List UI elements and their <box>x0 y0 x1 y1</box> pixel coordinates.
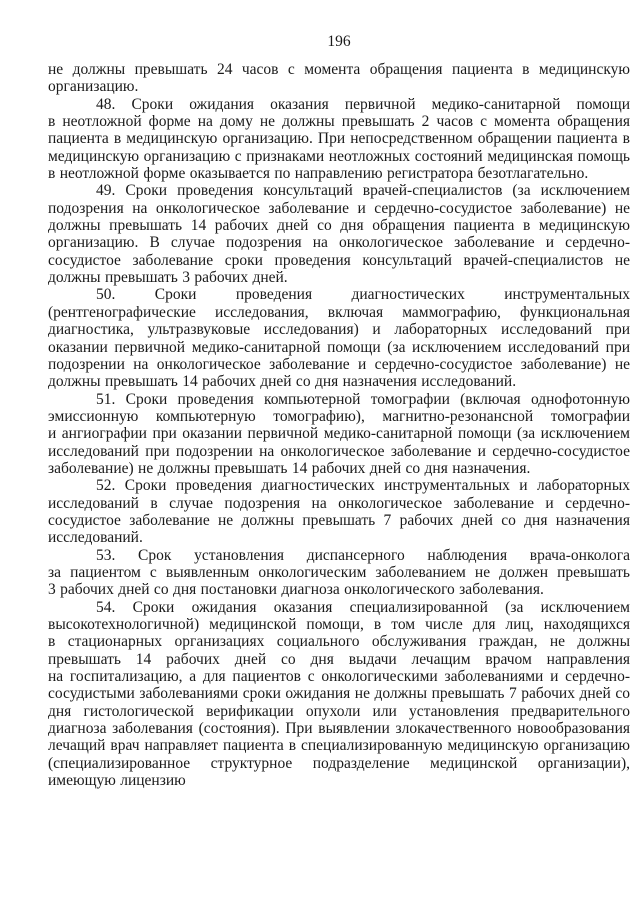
paragraph-item-53: 53. Срок установления диспансерного наблюдения врача-онколога за пациентом с выявленным онкологическим заболеванием не должен превышать 3 рабочих дней со дня постановки диагноза онкологического заболевания. <box>48 546 630 599</box>
document-text-block <box>48 61 630 789</box>
paragraph-item-54: 54. Сроки ожидания оказания специализированной (за исключением высокотехнологичной) медицинской помощи, в том числе для лиц, находящихся в стационарных организациях социального обслуживания граждан, не должны превышать 14 рабочих дней со дня выдачи лечащим врачом направления на госпитализацию, а для пациентов с онкологическими заболеваниями и сердечно-сосудистыми заболеваниями сроки ожидания не должны превышать 7 рабочих дней со дня гистологической верификации опухоли или установления предварительного диагноза заболевания (состояния). При выявлении злокачественного новообразования лечащий врач направляет пациента в специализированную медицинскую организацию (специализированное структурное подразделение медицинской организации), имеющую лицензию <box>48 598 630 790</box>
paragraph-item-52: 52. Сроки проведения диагностических инструментальных и лабораторных исследований в случае подозрения на онкологическое заболевание и сердечно-сосудистое заболевание не должны превышать 7 рабочих дней со дня назначения исследований. <box>48 477 630 547</box>
paragraph-item-48: 48. Сроки ожидания оказания первичной медико-санитарной помощи в неотложной форме на дому не должны превышать 2 часов с момента обращения пациента в медицинскую организацию. При непосредственном обращении пациента в медицинскую организацию с признаками неотложных состояний медицинская помощь в неотложной форме оказывается по направлению регистратора безотлагательно. <box>48 95 630 183</box>
paragraph-item-49: 49. Сроки проведения консультаций врачей-специалистов (за исключением подозрения на онкологическое заболевание и сердечно-сосудистое заболевание) не должны превышать 14 рабочих дней со дня обращения пациента в медицинскую организацию. В случае подозрения на онкологическое заболевание и сердечно-сосудистое заболевание сроки проведения консультаций врачей-специалистов не должны превышать 3 рабочих дней. <box>48 182 630 287</box>
paragraph-continuation: не должны превышать 24 часов с момента обращения пациента в медицинскую организацию. <box>48 61 630 96</box>
paragraph-item-50: 50. Сроки проведения диагностических инструментальных (рентгенографические исследования, включая маммографию, функциональная диагностика, ультразвуковые исследования) и лабораторных исследований при оказании первичной медико-санитарной помощи (за исключением исследований при подозрении на онкологическое заболевание и сердечно-сосудистое заболевание) не должны превышать 14 рабочих дней со дня назначения исследований. <box>48 286 630 391</box>
paragraph-item-51: 51. Сроки проведения компьютерной томографии (включая однофотонную эмиссионную компьютерную томографию), магнитно-резонансной томографии и ангиографии при оказании первичной медико-санитарной помощи (за исключением исследований при подозрении на онкологическое заболевание и сердечно-сосудистое заболевание) не должны превышать 14 рабочих дней со дня назначения. <box>48 390 630 477</box>
page-number: 196 <box>327 33 351 50</box>
